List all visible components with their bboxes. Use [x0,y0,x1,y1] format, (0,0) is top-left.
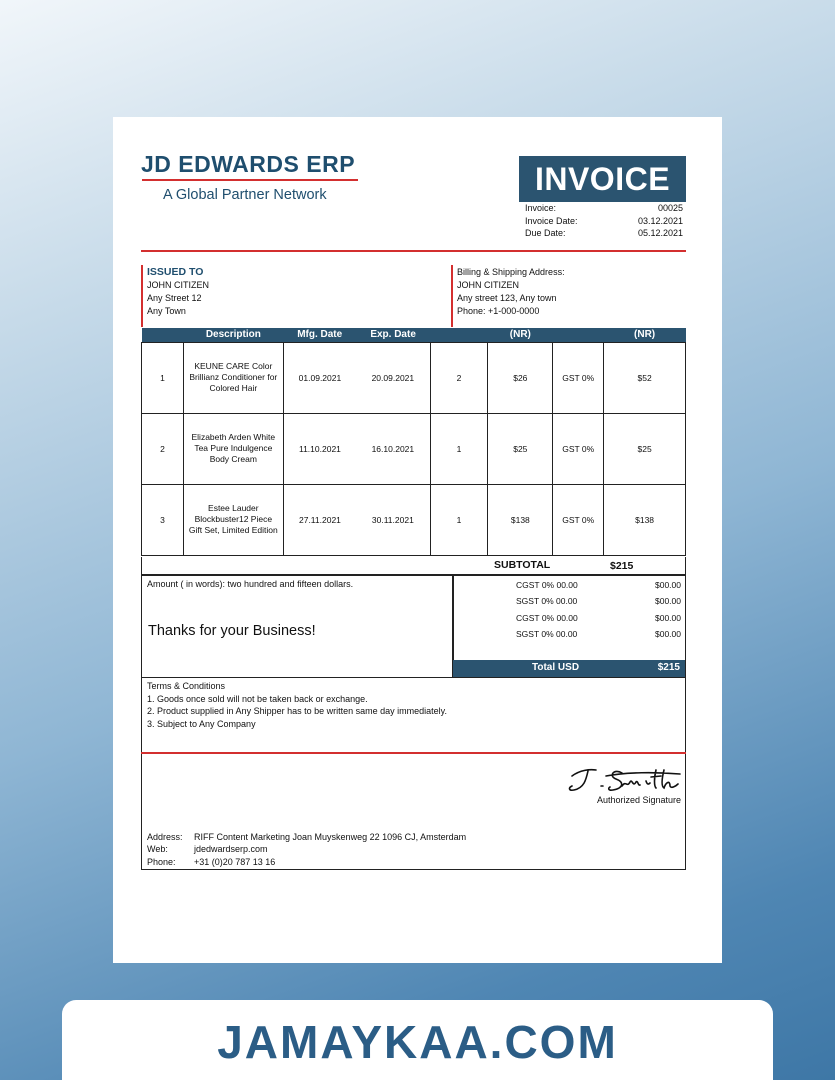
row-description: Elizabeth Arden White Tea Pure Indulgence Body Cream [183,413,283,484]
table-row [142,484,686,555]
tax-label: SGST 0% 00.00 [516,629,578,639]
footer-web [147,844,268,854]
brand-name: JD EDWARDS ERP [141,151,356,177]
meta-label: Invoice: [525,203,557,213]
invoice-document [113,117,722,963]
footer-web-label: Web: [147,844,168,854]
col-header-mfg-date: Mfg. Date [283,328,356,342]
table-row [142,342,686,413]
tax-value: $00.00 [655,596,681,606]
tax-label: SGST 0% 00.00 [516,596,578,606]
brand-tagline: A Global Partner Network [163,187,327,203]
summary-box [141,575,686,678]
issued-to-name: JOHN CITIZEN [147,280,209,290]
row-description: Estee Lauder Blockbuster12 Piece Gift Set, Limited Edition [183,484,283,555]
row-exp-date: 30.11.2021 [356,484,430,555]
billing-phone: Phone: +1-000-0000 [457,306,540,316]
col-header [142,328,184,342]
row-exp-date: 20.09.2021 [356,342,430,413]
tax-value: $00.00 [655,613,681,623]
meta-value: 03.12.2021 [637,216,683,226]
authorized-signature-label: Authorized Signature [596,795,681,805]
terms-box [141,678,686,754]
col-header-price: (NR) [488,328,553,342]
row-price: $26 [488,342,553,413]
total-value: $215 [657,662,680,673]
row-gst: GST 0% [553,342,604,413]
subtotal-value: $215 [610,560,634,572]
terms-heading: Terms & Conditions [147,681,226,691]
footer-box [141,754,686,870]
row-description: KEUNE CARE Color Brillianz Conditioner for Colored Hair [183,342,283,413]
issued-to-street: Any Street 12 [147,293,202,303]
tax-label: CGST 0% 00.00 [516,580,578,590]
issued-to-town: Any Town [147,306,186,316]
issued-to-block [147,266,209,318]
subtotal-row [141,557,686,575]
row-exp-date: 16.10.2021 [356,413,430,484]
due-date-row [525,228,683,238]
footer-phone-value: +31 (0)20 787 13 16 [194,857,276,867]
issued-to-heading: ISSUED TO [147,266,204,278]
row-mfg-date: 11.10.2021 [283,413,356,484]
terms-item: 3. Subject to Any Company [147,718,256,729]
thanks-message: Thanks for your Business! [148,623,316,639]
col-header [553,328,604,342]
issued-accent-bar [141,265,143,327]
amount-in-words: Amount ( in words): two hundred and fifteen dollars. [147,579,354,589]
row-number: 3 [142,484,184,555]
meta-label: Invoice Date: [525,216,578,226]
meta-value: 00025 [657,203,683,213]
footer-address-label: Address: [147,832,183,842]
col-header [430,328,488,342]
row-mfg-date: 27.11.2021 [283,484,356,555]
row-gst: GST 0% [553,484,604,555]
total-bar [453,660,685,677]
meta-value: 05.12.2021 [637,228,683,238]
row-price: $138 [488,484,553,555]
tax-value: $00.00 [655,580,681,590]
row-mfg-date: 01.09.2021 [283,342,356,413]
footer-web-value: jdedwardserp.com [194,844,268,854]
invoice-title: INVOICE [519,156,686,202]
tax-value: $00.00 [655,629,681,639]
header-divider [141,250,686,252]
row-gst: GST 0% [553,413,604,484]
footer-phone [147,857,275,867]
brand-underline [142,179,358,181]
row-amount: $25 [604,413,686,484]
row-number: 2 [142,413,184,484]
table-row [142,413,686,484]
footer-address-value: RIFF Content Marketing Joan Muyskenweg 22 1096 CJ, Amsterdam [194,832,467,842]
col-header-amount: (NR) [604,328,686,342]
total-label: Total USD [532,662,580,673]
table-header [142,328,686,342]
row-price: $25 [488,413,553,484]
tax-label: CGST 0% 00.00 [516,613,578,623]
terms-item: 2. Product supplied in Any Shipper has to be written same day immediately. [147,706,447,717]
terms-item: 1. Goods once sold will not be taken back or exchange. [147,693,368,704]
row-amount: $138 [604,484,686,555]
billing-block [457,266,565,318]
watermark-banner [62,1000,773,1080]
col-header-description: Description [183,328,283,342]
meta-label: Due Date: [525,228,566,238]
items-table [141,328,686,556]
banner-text: JAMAYKAA.COM [217,1016,618,1068]
invoice-date-row [525,216,683,226]
subtotal-label: SUBTOTAL [494,559,551,571]
billing-heading: Billing & Shipping Address: [457,267,565,277]
billing-name: JOHN CITIZEN [457,280,519,290]
footer-phone-label: Phone: [147,857,176,867]
row-qty: 2 [430,342,488,413]
signature-graphic [566,764,682,796]
row-qty: 1 [430,484,488,555]
billing-accent-bar [451,265,453,327]
col-header-exp-date: Exp. Date [356,328,430,342]
invoice-number-row [525,203,683,213]
row-qty: 1 [430,413,488,484]
row-amount: $52 [604,342,686,413]
row-number: 1 [142,342,184,413]
footer-address [147,832,466,842]
billing-address: Any street 123, Any town [457,293,557,303]
